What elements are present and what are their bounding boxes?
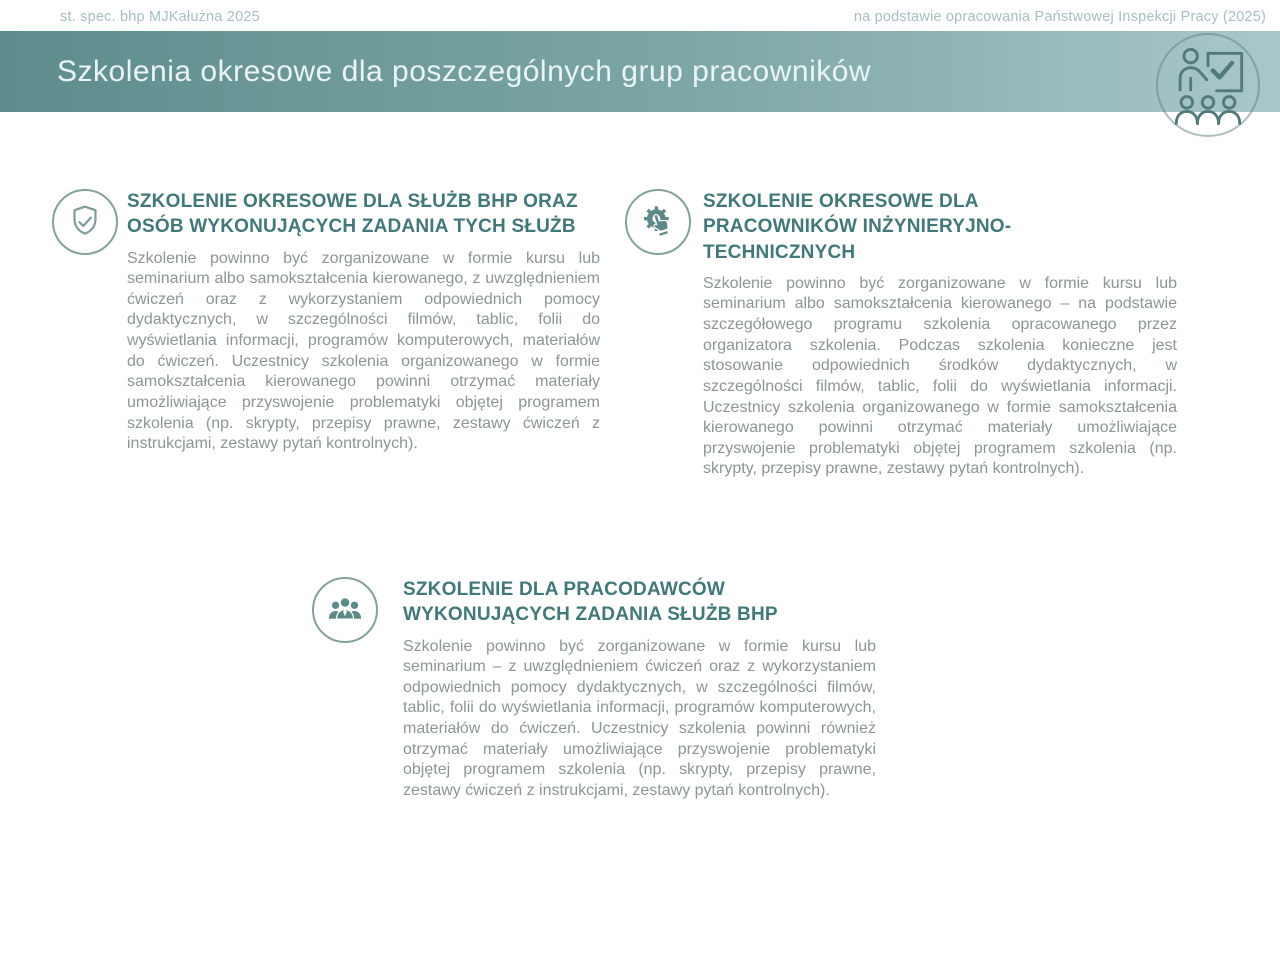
section-engineering-staff [625,189,1177,480]
credit-source-text: na podstawie opracowania Państwowej Inspekcji Pracy (2025) [853,9,1266,25]
credit-author-text: st. spec. bhp MJKałużna 2025 [60,9,260,25]
section-body: Szkolenie powinno być zorganizowane w formie kursu lub seminarium albo samokształcenia kierowanego – na podstawie szczegółowego programu szkolenia opracowanego przez organizatora szkolenia. Podczas szkolenia konieczne jest stosowanie odpowiednich środków dydaktycznych, w szczególności filmów, tablic, folii do wyświetlania informacji. Uczestnicy szkolenia organizowanego w formie samokształcenia kierowanego powinni otrzymać materiały umożliwiające przyswojenie problematyki objętej programem szkolenia (np. skrypty, przepisy prawne, zestawy pytań kontrolnych). [703,274,1177,478]
shield-check-icon [52,189,118,255]
gear-click-icon [625,189,691,255]
section-bhp-services [52,189,600,455]
section-employers [312,577,876,802]
section-body: Szkolenie powinno być zorganizowane w formie kursu lub seminarium – z uwzględnieniem ćwiczeń oraz z wykorzystaniem odpowiednich pomocy dydaktycznych, w szczególności filmów, tablic, folii do wyświetlania informacji, programów komputerowych, materiałów do ćwiczeń. Uczestnicy szkolenia powinni również otrzymać materiały umożliwiające przyswojenie problematyki objętej programem szkolenia (np. skrypty, przepisy prawne, zestawy ćwiczeń z instrukcjami, zestawy pytań kontrolnych). [403,637,876,799]
section-title: SZKOLENIE DLA PRACODAWCÓW WYKONUJĄCYCH ZADANIA SŁUŻB BHP [403,579,778,626]
page-title: Szkolenia okresowe dla poszczególnych grup pracowników [57,54,872,88]
training-presentation-icon [1156,33,1260,137]
header-band [0,31,1280,112]
team-icon [312,577,378,643]
section-body: Szkolenie powinno być zorganizowane w formie kursu lub seminarium albo samokształcenia kierowanego, z uwzględnieniem ćwiczeń oraz z wykorzystaniem odpowiednich pomocy dydaktycznych, w szczególności filmów, tablic, folii do wyświetlania informacji, programów komputerowych, materiałów do ćwiczeń. Uczestnicy szkolenia organizowanego w formie samokształcenia kierowanego powinni otrzymać materiały umożliwiające przyswojenie problematyki objętej programem szkolenia (np. skrypty, przepisy prawne, zestawy ćwiczeń z instrukcjami, zestawy pytań kontrolnych). [127,249,600,453]
section-title: SZKOLENIE OKRESOWE DLA PRACOWNIKÓW INŻYNIERYJNO-TECHNICZNYCH [703,191,1012,263]
section-title: SZKOLENIE OKRESOWE DLA SŁUŻB BHP ORAZ OSÓB WYKONUJĄCYCH ZADANIA TYCH SŁUŻB [127,191,578,238]
